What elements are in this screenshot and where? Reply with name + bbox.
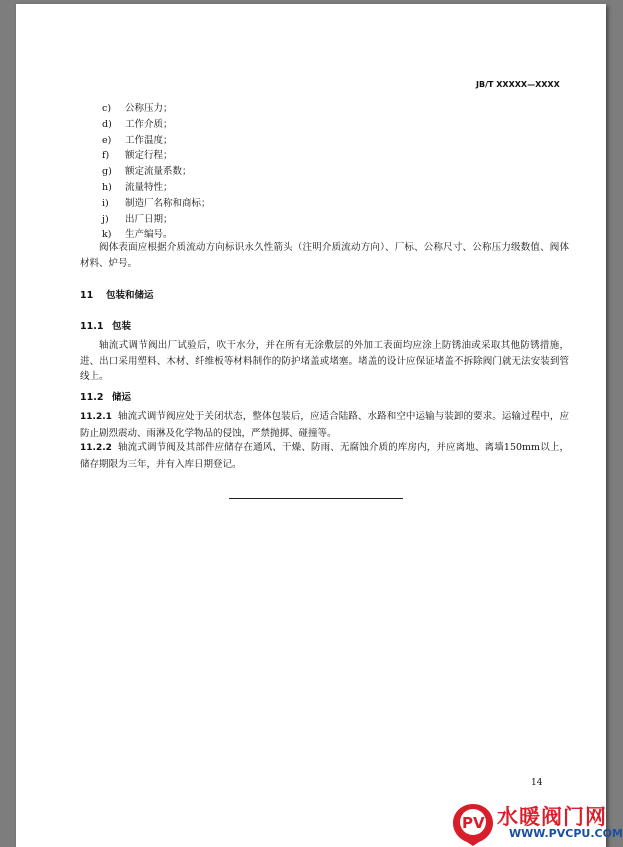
watermark-title: 水暖阀门网 — [497, 805, 607, 829]
section-11-1-heading: 11.1 包装 — [80, 321, 132, 332]
clause-11-2-1: 11.2.1 轴流式调节阀应处于关闭状态，整体包装后，应适合陆路、水路和空中运输与装卸的要求。运输过程中，应防止剧烈震动、雨淋及化学物品的侵蚀，严禁抛掷、碰撞等。 — [80, 411, 569, 439]
clause-11-2-2: 11.2.2 轴流式调节阀及其部件应储存在通风、干燥、防雨、无腐蚀介质的库房内，并应离地、离墙150mm以上，储存期限为三年，并有入库日期登记。 — [80, 442, 569, 470]
end-rule — [229, 498, 403, 499]
list-item: h) 流量特性； — [102, 181, 173, 193]
document-page — [16, 4, 606, 847]
list-item: i) 制造厂名称和商标； — [102, 197, 211, 209]
watermark — [447, 801, 623, 847]
marking-list — [102, 101, 211, 243]
list-item: j) 出厂日期； — [102, 213, 173, 225]
packaging-paragraph: 轴流式调节阀出厂试验后，吹干水分，并在所有无涂敷层的外加工表面均应涂上防锈油或采取其他防锈措施，进、出口采用塑料、木材、纤维板等材料制作的防护堵盖或堵塞。堵盖的设计应保证堵盖不拆除阀门就无法安装到管线上。 — [80, 340, 569, 382]
section-11-heading: 11 包装和储运 — [80, 290, 154, 301]
section-11-2-heading: 11.2 储运 — [80, 392, 132, 403]
body-marking-paragraph: 阀体表面应根据介质流动方向标识永久性箭头（注明介质流动方向）、厂标、公称尺寸、公称压力级数值、阀体材料、炉号。 — [80, 242, 569, 269]
list-item: k) 生产编号。 — [102, 229, 173, 241]
list-item: d) 工作介质； — [102, 118, 173, 130]
page-number: 14 — [531, 778, 543, 788]
watermark-logo-icon — [447, 801, 499, 847]
document-code-header: JB/T XXXXX—XXXX — [476, 80, 560, 89]
watermark-url: WWW.PVCPU.COM — [509, 827, 623, 840]
list-item: e) 工作温度； — [102, 134, 173, 146]
list-item: g) 额定流量系数； — [102, 166, 192, 178]
list-item: c) 公称压力； — [102, 103, 173, 114]
svg-text:PV: PV — [462, 814, 485, 832]
list-item: f) 额定行程； — [102, 150, 173, 162]
